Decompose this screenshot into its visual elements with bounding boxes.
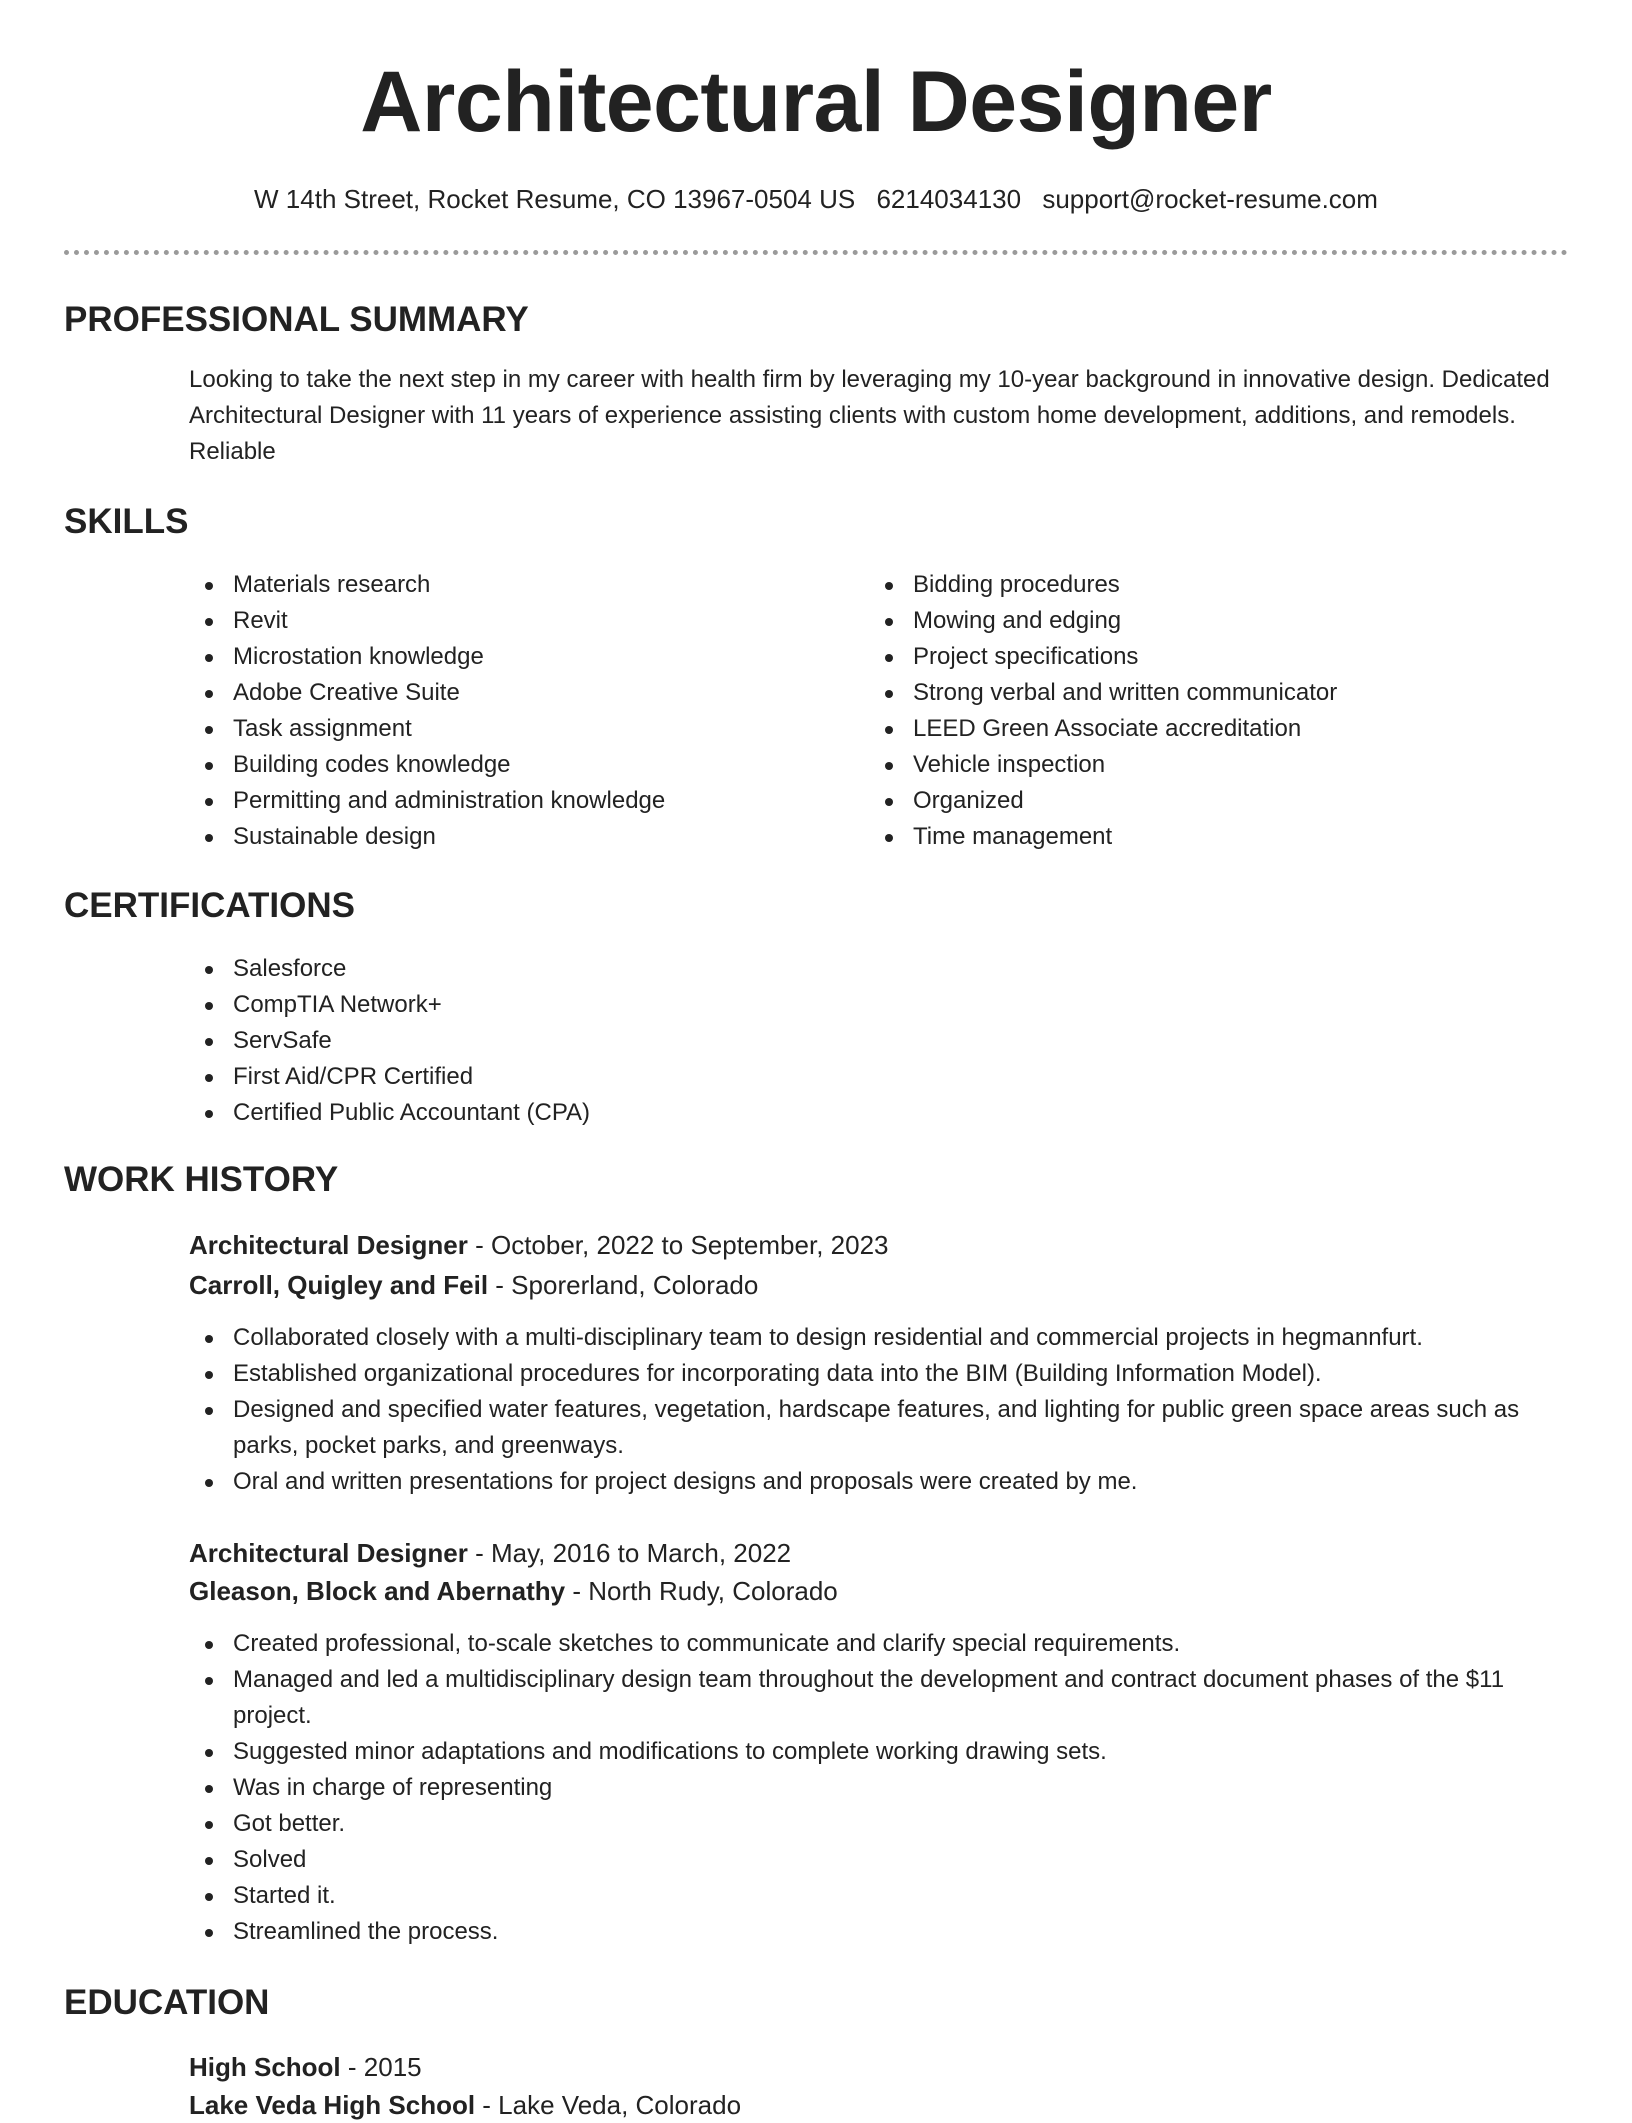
job-title-line (189, 1535, 791, 1571)
list-item: Sustainable design (189, 819, 849, 855)
job-dates: - May, 2016 to March, 2022 (467, 1538, 792, 1568)
list-item: Established organizational procedures for incorporating data into the BIM (Building Information Model). (189, 1356, 1569, 1392)
certifications-heading: CERTIFICATIONS (64, 886, 356, 925)
resume-name: Architectural Designer (360, 54, 1272, 150)
list-item: First Aid/CPR Certified (189, 1059, 1569, 1095)
list-item: LEED Green Associate accreditation (869, 711, 1569, 747)
list-item: Designed and specified water features, vegetation, hardscape features, and lighting for public green space areas such as parks, pocket parks, and greenways. (189, 1392, 1569, 1464)
list-item: Materials research (189, 567, 849, 603)
contact-email: support@rocket-resume.com (1042, 184, 1378, 214)
education-degree-line (189, 2049, 422, 2085)
list-item: Vehicle inspection (869, 747, 1569, 783)
skills-heading: SKILLS (64, 502, 189, 541)
list-item: Microstation knowledge (189, 639, 849, 675)
list-item: Task assignment (189, 711, 849, 747)
education-school-line (189, 2087, 741, 2123)
summary-heading: PROFESSIONAL SUMMARY (64, 300, 529, 339)
list-item: Solved (189, 1842, 1569, 1878)
certifications-list (189, 951, 1569, 1131)
job-title-line (189, 1227, 888, 1263)
list-item: ServSafe (189, 1023, 1569, 1059)
list-item: Strong verbal and written communicator (869, 675, 1569, 711)
list-item: Time management (869, 819, 1569, 855)
education-location: - Lake Veda, Colorado (475, 2090, 742, 2120)
job-bullets (189, 1320, 1569, 1500)
contact-line (0, 182, 1632, 216)
list-item: Organized (869, 783, 1569, 819)
summary-text: Looking to take the next step in my career with health firm by leveraging my 10-year background in innovative design. Dedicated Architectural Designer with 11 years of experience assisting clients with custom home development, additions, and remodels. Reliable (189, 366, 1550, 465)
job-company-line (189, 1267, 758, 1303)
list-item: Permitting and administration knowledge (189, 783, 849, 819)
education-year: - 2015 (340, 2052, 422, 2082)
skills-list-right (869, 567, 1569, 855)
list-item: Certified Public Accountant (CPA) (189, 1095, 1569, 1131)
list-item: Got better. (189, 1806, 1569, 1842)
job-company-line (189, 1573, 838, 1609)
list-item: Building codes knowledge (189, 747, 849, 783)
list-item: Streamlined the process. (189, 1914, 1569, 1950)
list-item: Started it. (189, 1878, 1569, 1914)
list-item: Oral and written presentations for project designs and proposals were created by me. (189, 1464, 1569, 1500)
list-item: CompTIA Network+ (189, 987, 1569, 1023)
job-role: Architectural Designer (189, 1230, 468, 1260)
list-item: Created professional, to-scale sketches to communicate and clarify special requirements. (189, 1626, 1569, 1662)
list-item: Adobe Creative Suite (189, 675, 849, 711)
list-item: Mowing and edging (869, 603, 1569, 639)
job-location: - North Rudy, Colorado (565, 1576, 838, 1606)
list-item: Project specifications (869, 639, 1569, 675)
job-dates: - October, 2022 to September, 2023 (467, 1230, 889, 1260)
header-divider (64, 250, 1568, 255)
list-item: Bidding procedures (869, 567, 1569, 603)
contact-address: W 14th Street, Rocket Resume, CO 13967-0504 US (254, 184, 856, 214)
work-history-heading: WORK HISTORY (64, 1160, 339, 1199)
list-item: Collaborated closely with a multi-disciplinary team to design residential and commercial projects in hegmannfurt. (189, 1320, 1569, 1356)
education-school: Lake Veda High School (189, 2090, 476, 2120)
list-item: Revit (189, 603, 849, 639)
contact-phone: 6214034130 (876, 184, 1022, 214)
education-degree: High School (189, 2052, 341, 2082)
job-company: Carroll, Quigley and Feil (189, 1270, 489, 1300)
job-company: Gleason, Block and Abernathy (189, 1576, 566, 1606)
list-item: Suggested minor adaptations and modifications to complete working drawing sets. (189, 1734, 1569, 1770)
job-bullets (189, 1626, 1569, 1950)
list-item: Was in charge of representing (189, 1770, 1569, 1806)
skills-list-left (189, 567, 849, 855)
list-item: Salesforce (189, 951, 1569, 987)
list-item: Managed and led a multidisciplinary design team throughout the development and contract document phases of the $11 project. (189, 1662, 1569, 1734)
education-heading: EDUCATION (64, 1983, 270, 2022)
job-role: Architectural Designer (189, 1538, 468, 1568)
job-location: - Sporerland, Colorado (488, 1270, 759, 1300)
